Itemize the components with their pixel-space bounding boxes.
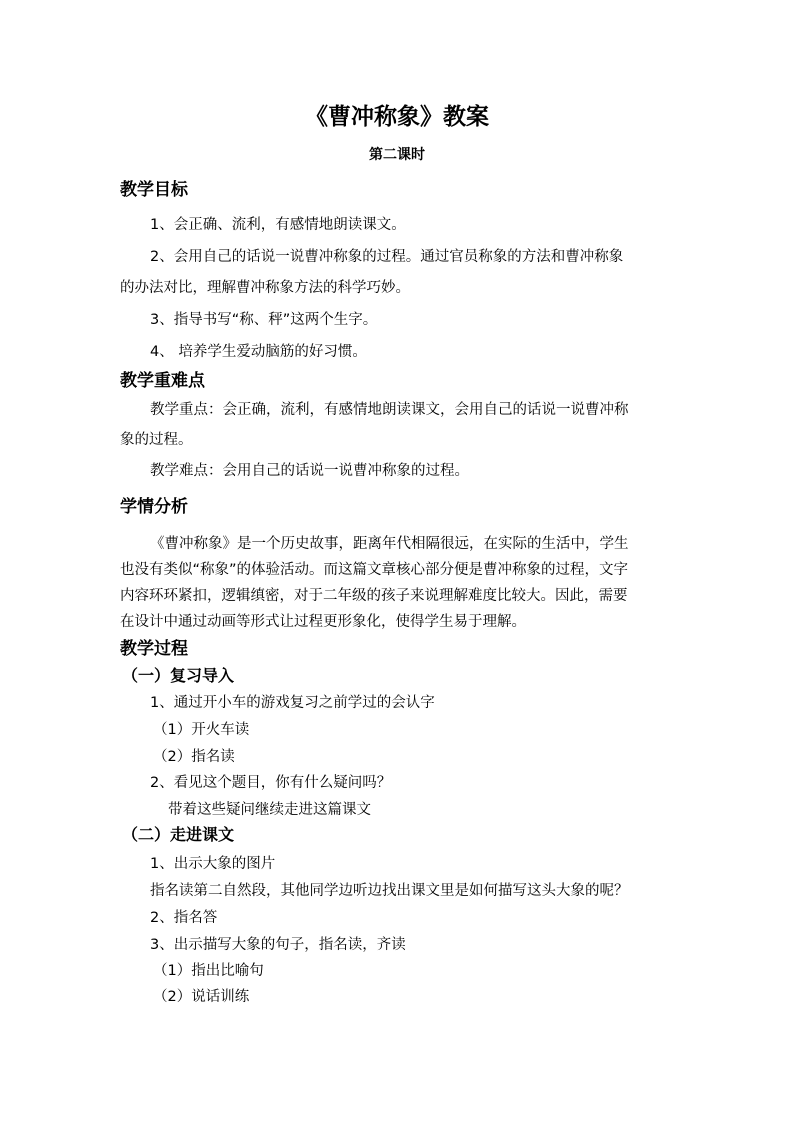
analysis-line-4: 在设计中通过动画等形式让过程更形象化，使得学生易于理解。	[120, 614, 526, 630]
objective-item-2-line-1: 2、会用自己的话说一说曹冲称象的过程。通过官员称象的方法和曹冲称象	[150, 249, 624, 265]
process-part-1-heading: （一）复习导入	[122, 666, 235, 685]
process-part-2-item-1: 1、出示大象的图片	[150, 856, 276, 872]
process-part-2-item-3: 3、出示描写大象的句子，指名读，齐读	[150, 937, 406, 953]
process-part-1-item-1: 1、通过开小车的游戏复习之前学过的会认字	[150, 695, 435, 711]
key-point-difficulty: 教学难点：会用自己的话说一说曹冲称象的过程。	[150, 463, 469, 479]
process-part-1-item-2: 2、看见这个题目，你有什么疑问吗？	[150, 775, 392, 791]
objective-item-3: 3、指导书写“称、秤”这两个生字。	[150, 312, 378, 328]
section-heading-process: 教学过程	[120, 639, 188, 659]
process-part-1-sub-2: （2）指名读	[153, 749, 235, 765]
process-part-1-note: 带着这些疑问继续走进这篇课文	[168, 802, 371, 818]
objective-item-1: 1、会正确、流利，有感情地朗读课文。	[150, 217, 406, 233]
section-heading-key-points: 教学重难点	[120, 371, 205, 391]
section-heading-analysis: 学情分析	[120, 497, 188, 517]
objective-item-2-line-2: 的办法对比，理解曹冲称象方法的科学巧妙。	[120, 280, 410, 296]
document-title: 《曹冲称象》教案	[305, 104, 489, 130]
process-part-2-item-2: 2、指名答	[150, 910, 218, 926]
analysis-line-3: 内容环环紧扣，逻辑缜密，对于二年级的孩子来说理解难度比较大。因此，需要	[120, 588, 628, 604]
key-point-focus-line-1: 教学重点：会正确，流利，有感情地朗读课文，会用自己的话说一说曹冲称	[150, 402, 629, 418]
key-point-focus-line-2: 象的过程。	[120, 432, 193, 448]
document-subtitle: 第二课时	[369, 147, 425, 163]
process-part-2-sub-2: （2）说话训练	[153, 989, 250, 1005]
process-part-1-sub-1: （1）开火车读	[153, 722, 250, 738]
analysis-line-1: 《曹冲称象》是一个历史故事，距离年代相隔很远，在实际的生活中，学生	[150, 536, 629, 552]
process-part-2-heading: （二）走进课文	[122, 825, 235, 844]
section-heading-objectives: 教学目标	[120, 180, 188, 200]
process-part-2-sub-1: （1）指出比喻句	[153, 963, 264, 979]
objective-item-4: 4、 培养学生爱动脑筋的好习惯。	[150, 344, 367, 360]
process-part-2-item-1-detail: 指名读第二自然段，其他同学边听边找出课文里是如何描写这头大象的呢？	[150, 883, 629, 899]
analysis-line-2: 也没有类似“称象”的体验活动。而这篇文章核心部分便是曹冲称象的过程，文字	[120, 562, 629, 578]
